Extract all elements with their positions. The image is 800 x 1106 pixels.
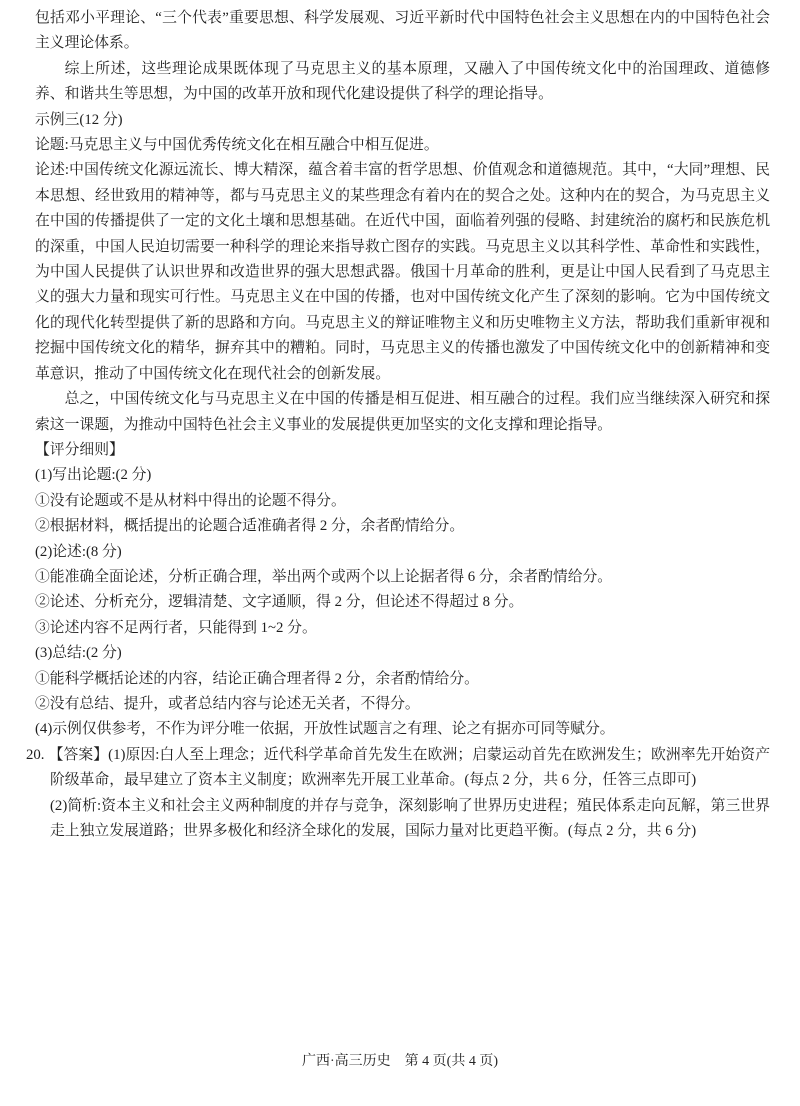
paragraph-essay-discussion: 论述:中国传统文化源远流长、博大精深，蕴含着丰富的哲学思想、价值观念和道德规范。其中，“大同”理想、民本思想、经世致用的精神等，都与马克思主义的某些理念有着内在的契合之处。这种内在的契合，为马克思主义在中国的传播提供了一定的文化土壤和思想基础。在近代中国，面临着列强的侵略、封建统治的腐朽和民族危机的深重，中国人民迫切需要一种科学的理论来指导救亡图存的实践。马克思主义以其科学性、革命性和实践性，为中国人民提供了认识世界和改造世界的强大思想武器。俄国十月革命的胜利，更是让中国人民看到了马克思主义的强大力量和现实可行性。马克思主义在中国的传播，也对中国传统文化产生了深刻的影响。它为中国传统文化的现代化转型提供了新的思路和方向。马克思主义的辩证唯物主义和历史唯物主义方法，帮助我们重新审视和挖掘中国传统文化的精华，摒弃其中的糟粕。同时，马克思主义的传播也激发了中国传统文化中的创新精神和变革意识，推动了中国传统文化在现代社会的创新发展。 — [35, 162, 770, 382]
rubric-item-3-conclusion: (3)总结:(2 分) — [35, 645, 122, 662]
question-20-answer-block — [26, 743, 770, 845]
question-20-part-2: (2)简析:资本主义和社会主义两种制度的并存与竞争，深刻影响了世界历史进程；殖民体系走向瓦解，第三世界走上独立发展道路；世界多极化和经济全球化的发展，国际力量对比更趋平衡。(每点 2 分，共 6 分) — [50, 797, 770, 839]
heading-scoring-rubric: 【评分细则】 — [35, 441, 124, 458]
rubric-item-2-discussion: (2)论述:(8 分) — [35, 543, 122, 560]
rubric-item-2-note-1: ①能准确全面论述，分析正确合理，举出两个或两个以上论据者得 6 分，余者酌情给分。 — [35, 568, 613, 585]
answer-key-content — [26, 6, 770, 844]
rubric-item-2-note-3: ③论述内容不足两行者，只能得到 1~2 分。 — [35, 619, 317, 636]
paragraph-essay-topic: 论题:马克思主义与中国优秀传统文化在相互融合中相互促进。 — [35, 137, 439, 154]
rubric-item-3-note-2: ②没有总结、提升，或者总结内容与论述无关者，不得分。 — [35, 695, 420, 712]
question-20-number: 20. — [26, 746, 45, 763]
paragraph-summary: 综上所述，这些理论成果既体现了马克思主义的基本原理，又融入了中国传统文化中的治国理政、道德修养、和谐共生等思想，为中国的改革开放和现代化建设提供了科学的理论指导。 — [35, 60, 770, 103]
rubric-item-4-open-note: (4)示例仅供参考，不作为评分唯一依据，开放性试题言之有理、论之有据亦可同等赋分。 — [35, 721, 615, 738]
footer-text: 广西·高三历史 第 4 页(共 4 页) — [302, 1054, 498, 1069]
question-20-part-1 — [26, 743, 770, 794]
heading-example-three: 示例三(12 分) — [35, 111, 123, 128]
rubric-item-2-note-2: ②论述、分析充分，逻辑清楚、文字通顺，得 2 分，但论述不得超过 8 分。 — [35, 594, 524, 611]
rubric-item-3-note-1: ①能科学概括论述的内容，结论正确合理者得 2 分，余者酌情给分。 — [35, 670, 479, 687]
paragraph-essay-conclusion: 总之，中国传统文化与马克思主义在中国的传播是相互促进、相互融合的过程。我们应当继续深入研究和探索这一课题，为推动中国特色社会主义事业的发展提供更加坚实的文化支撑和理论指导。 — [35, 391, 770, 433]
rubric-item-1-note-2: ②根据材料，概括提出的论题合适准确者得 2 分，余者酌情给分。 — [35, 518, 465, 535]
rubric-item-1-topic: (1)写出论题:(2 分) — [35, 467, 152, 484]
rubric-item-1-note-1: ①没有论题或不是从材料中得出的论题不得分。 — [35, 492, 346, 509]
question-20-part-1-text: 【答案】(1)原因:白人至上理念；近代科学革命首先发生在欧洲；启蒙运动首先在欧洲发生；欧洲率先开始资产阶级革命，最早建立了资本主义制度；欧洲率先开展工业革命。(每点 2 分，共 6 分，任答三点即可) — [48, 746, 770, 789]
paragraph-theory-system-continuation: 包括邓小平理论、“三个代表”重要思想、科学发展观、习近平新时代中国特色社会主义思想在内的中国特色社会主义理论体系。 — [35, 10, 770, 52]
page-footer — [0, 1052, 800, 1072]
